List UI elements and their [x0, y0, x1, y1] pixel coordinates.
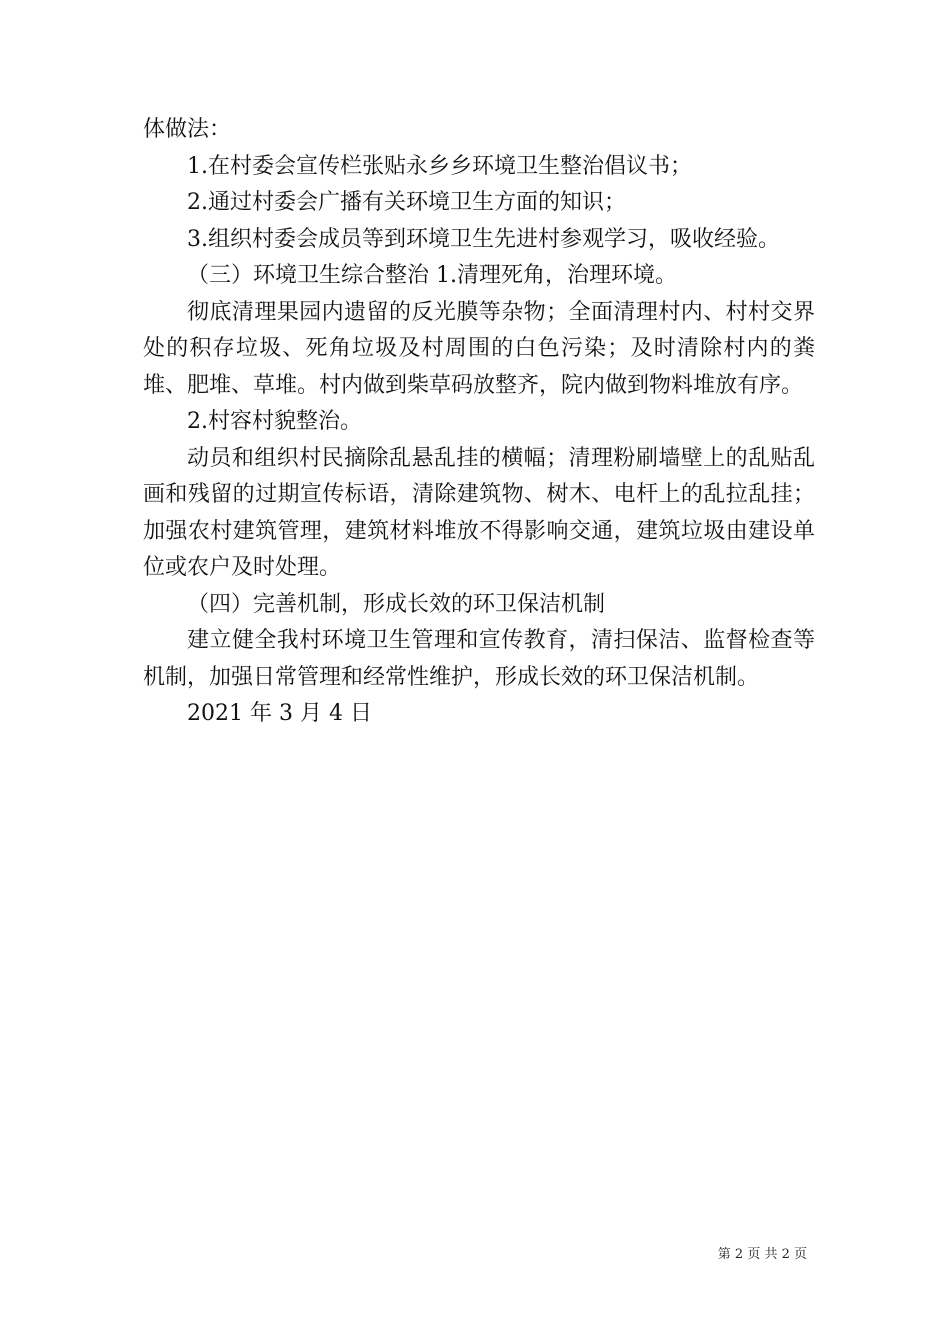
paragraph-village-appearance: 动员和组织村民摘除乱悬乱挂的横幅；清理粉刷墙壁上的乱贴乱画和残留的过期宣传标语，清除建筑物、树木、电杆上的乱拉乱挂；加强农村建筑管理，建筑材料堆放不得影响交通，建筑垃圾由建设单位或农户及时处理。: [143, 445, 815, 580]
paragraph-clean-corners: 彻底清理果园内遗留的反光膜等杂物；全面清理村内、村村交界处的积存垃圾、死角垃圾及村周围的白色污染；及时清除村内的粪堆、肥堆、草堆。村内做到柴草码放整齐，院内做到物料堆放有序。: [143, 299, 815, 398]
document-body: [143, 112, 815, 733]
list-item-3: 3.组织村委会成员等到环境卫生先进村参观学习，吸收经验。: [187, 226, 780, 252]
document-date: 2021 年 3 月 4 日: [187, 701, 372, 726]
section-heading-3: （三）环境卫生综合整治 1.清理死角，治理环境。: [187, 263, 677, 288]
list-item-2: 2.通过村委会广播有关环境卫生方面的知识；: [187, 190, 626, 215]
paragraph-continuation: 体做法：: [143, 117, 232, 142]
list-item-1: 1.在村委会宣传栏张贴永乡乡环境卫生整治倡议书；: [187, 153, 692, 179]
section-heading-4: （四）完善机制，形成长效的环卫保洁机制: [187, 591, 606, 617]
subheading-village-appearance: 2.村容村貌整治。: [187, 409, 362, 434]
page-number-footer: 第 2 页 共 2 页: [717, 1247, 807, 1262]
paragraph-mechanism: 建立健全我村环境卫生管理和宣传教育，清扫保洁、监督检查等机制，加强日常管理和经常性维护，形成长效的环卫保洁机制。: [143, 628, 815, 690]
